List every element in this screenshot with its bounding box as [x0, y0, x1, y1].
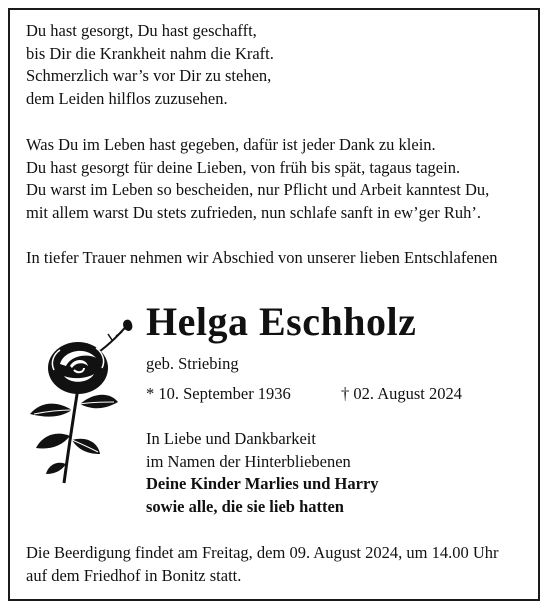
birth-date: * 10. September 1936 [146, 384, 291, 403]
poem-stanza-1 [26, 20, 531, 110]
poem-line: Du hast gesorgt, Du hast geschafft, [26, 21, 257, 40]
poem-line: Du warst im Leben so bescheiden, nur Pflicht und Arbeit kanntest Du, [26, 180, 490, 199]
poem-stanza-2 [26, 134, 531, 224]
poem-line: Du hast gesorgt für deine Lieben, von früh bis spät, tagaus tagein. [26, 157, 461, 177]
rose-icon [20, 318, 138, 486]
deceased-name: Helga Eschholz [146, 299, 417, 344]
mourners-block [146, 428, 379, 518]
maiden-name: geb. Striebing [146, 354, 239, 373]
poem-line: Schmerzlich war’s vor Dir zu stehen, [26, 66, 272, 85]
poem-line: dem Leiden hilflos zuzusehen. [26, 88, 228, 108]
intro-text [26, 247, 531, 270]
intro-line: In tiefer Trauer nehmen wir Abschied von unserer lieben Entschlafenen [26, 248, 498, 267]
mourners-names: Deine Kinder Marlies und Harry [146, 474, 379, 493]
poem-line: Was Du im Leben hast gegeben, dafür ist jeder Dank zu klein. [26, 135, 436, 154]
poem-line: mit allem warst Du stets zufrieden, nun schlafe sanft in ew’ger Ruh’. [26, 202, 481, 222]
funeral-notice [26, 542, 531, 587]
mourners-line: In Liebe und Dankbarkeit [146, 429, 316, 448]
death-date: † 02. August 2024 [341, 384, 463, 403]
mourners-others: sowie alle, die sie lieb hatten [146, 496, 344, 516]
funeral-line: auf dem Friedhof in Bonitz statt. [26, 565, 242, 585]
funeral-line: Die Beerdigung findet am Freitag, dem 09. August 2024, um 14.00 Uhr [26, 543, 499, 562]
poem-line: bis Dir die Krankheit nahm die Kraft. [26, 43, 274, 63]
mourners-line: im Namen der Hinterbliebenen [146, 451, 351, 471]
